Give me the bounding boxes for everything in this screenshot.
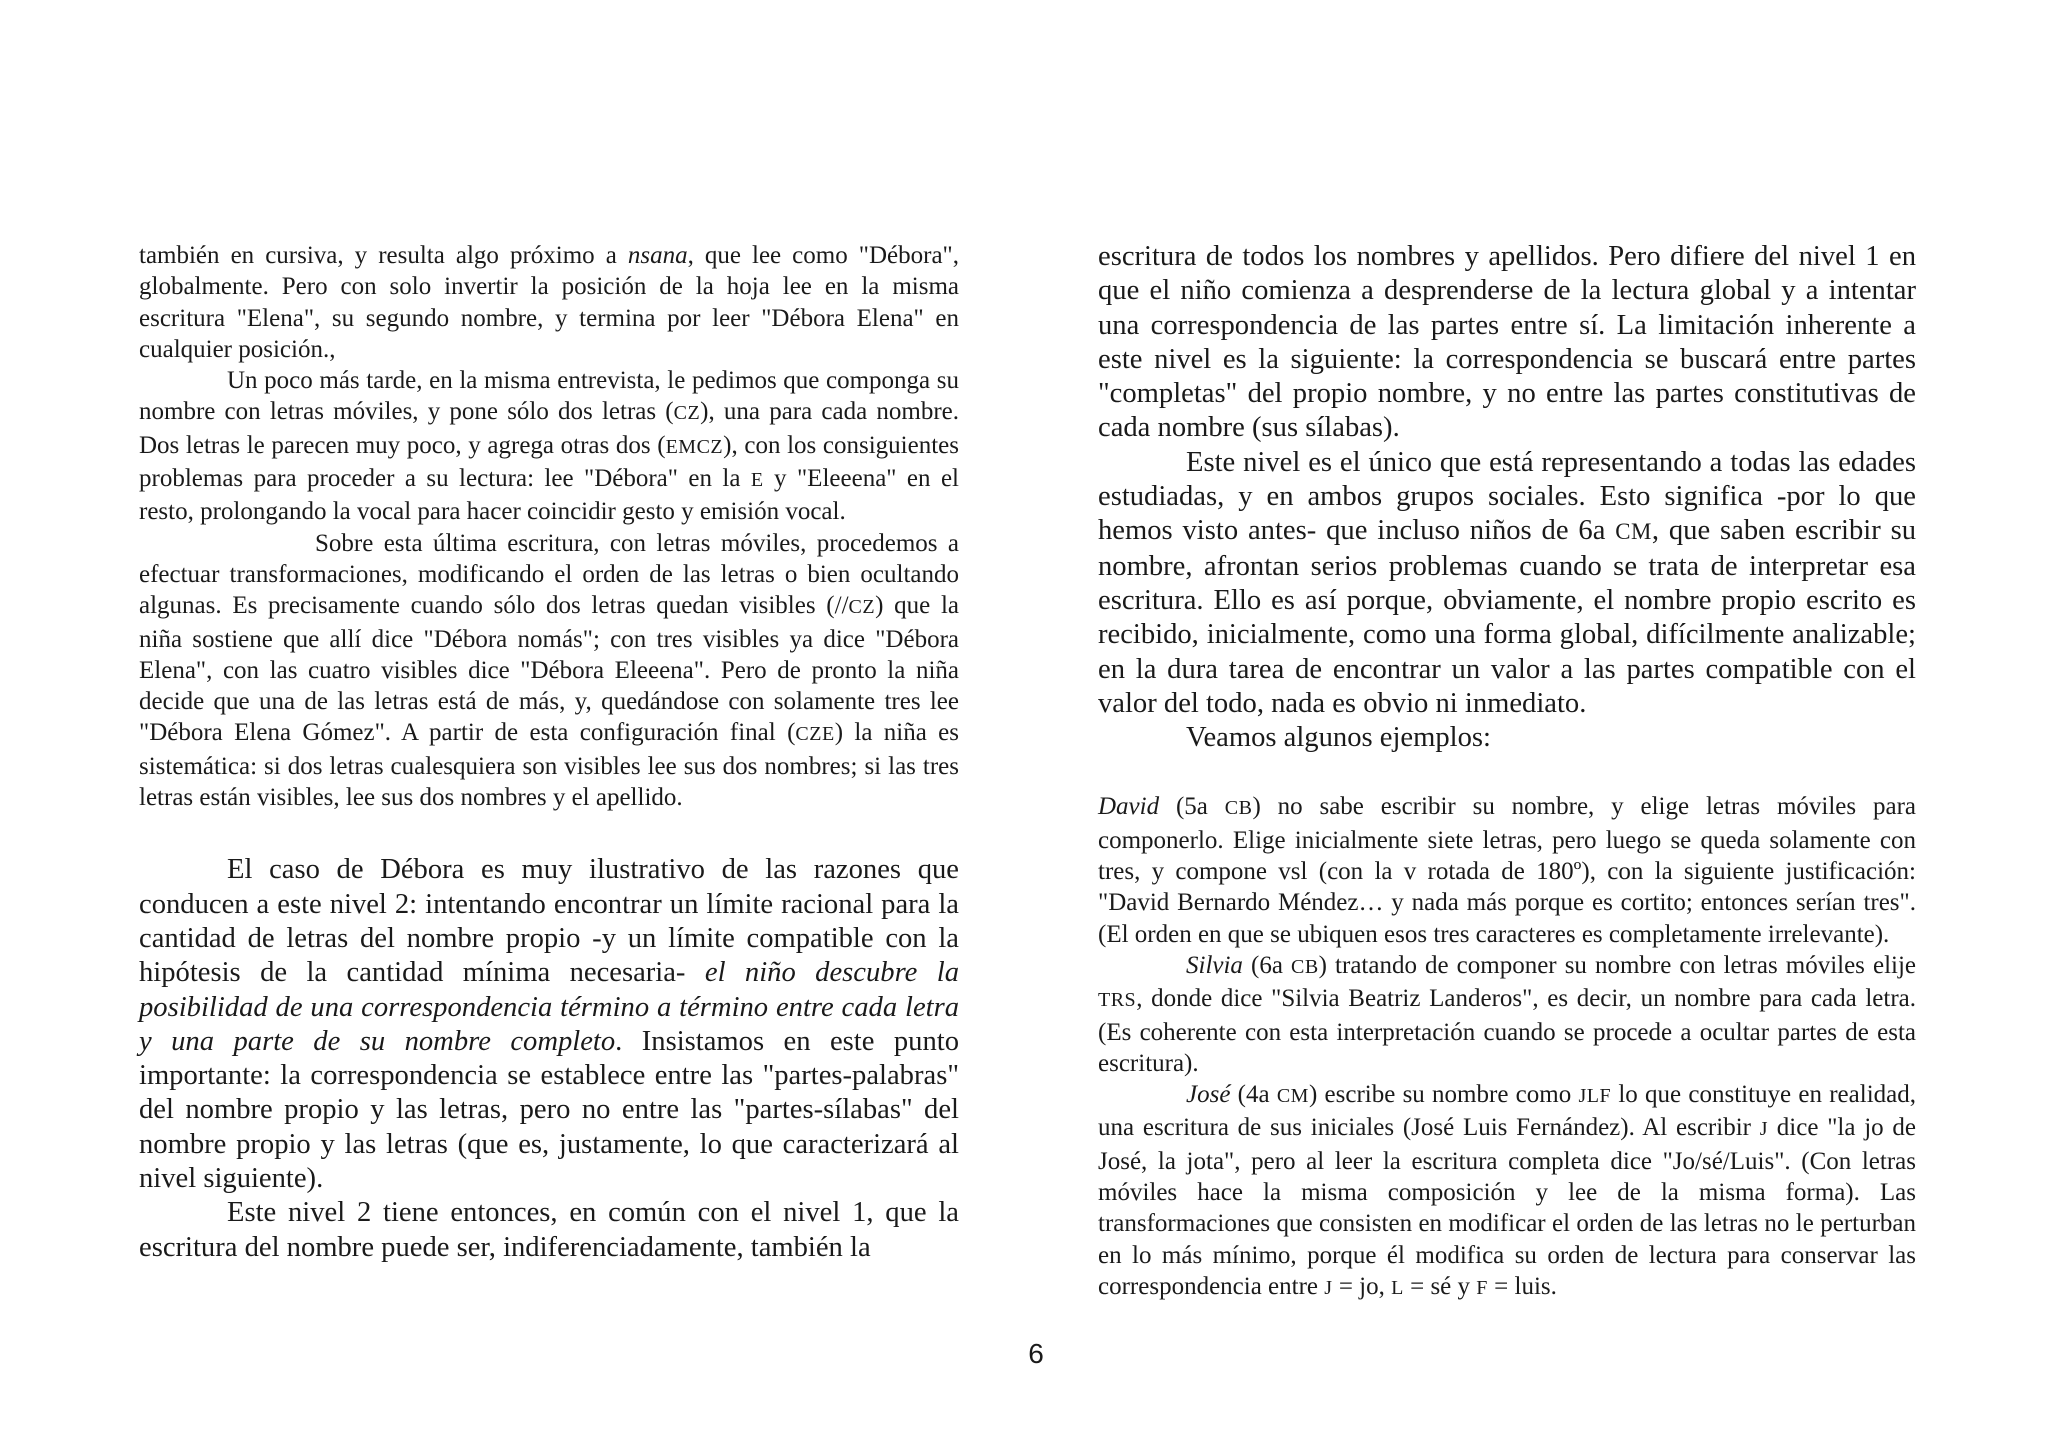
paragraph: Veamos algunos ejemplos: <box>1186 722 1491 754</box>
paragraph: escritura de todos los nombres y apellidos. Pero difiere del nivel 1 en que el niño comienza a desprenderse de la lectura global y a intentar una correspondencia de las partes entre sí. La limitación inherente a este nivel es la siguiente: la correspondencia se buscará entre partes "completas" del propio nombre, y no entre las partes constitutivas de cada nombre (sus sílabas). <box>1098 241 1916 444</box>
paragraph: Un poco más tarde, en la misma entrevista, le pedimos que componga su nombre con letras móviles, y pone sólo dos letras (CZ), una para cada nombre. Dos letras le parecen muy poco, y agrega otras dos (EMCZ), con los consiguientes problemas para proceder a su lectura: lee "Débora" en la E y "Eleeena" en el resto, prolongando la vocal para hacer coincidir gesto y emisión vocal. <box>139 367 959 526</box>
paragraph: El caso de Débora es muy ilustrativo de las razones que conducen a este nivel 2: intentando encontrar un límite racional para la cantidad de letras del nombre propio -y un límite compatible con la hipótesis de la cantidad mínima necesaria- el niño descubre la posibilidad de una correspondencia término a término entre cada letra y una parte de su nombre completo. Insistamos en este punto importante: la correspondencia se establece entre las "partes-palabras" del nombre propio y las letras, pero no entre las "partes-sílabas" del nombre propio y las letras (que es, justamente, lo que caracterizará al nivel siguiente). <box>139 854 959 1195</box>
right-column <box>1098 240 1916 1304</box>
left-column <box>139 240 959 1265</box>
paragraph: David (5a CB) no sabe escribir su nombre, y elige letras móviles para componerlo. Elige inicialmente siete letras, pero luego se queda solamente con tres, y compone vsl (con la v rotada de 180º), con la siguiente justificación: "David Bernardo Méndez… y nada más porque es cortito; entonces serían tres". (El orden en que se ubiquen esos tres caracteres es completamente irrelevante). <box>1098 793 1916 948</box>
paragraph: Este nivel es el único que está representando a todas las edades estudiadas, y en ambos grupos sociales. Esto significa -por lo que hemos visto antes- que incluso niños de 6a CM, que saben escribir su nombre, afrontan serios problemas cuando se trata de interpretar esa escritura. Ello es así porque, obviamente, el nombre propio escrito es recibido, inicialmente, como una forma global, difícilmente analizable; en la dura tarea de encontrar un valor a las partes compatible con el valor del todo, nada es obvio ni inmediato. <box>1098 446 1917 719</box>
paragraph: Sobre esta última escritura, con letras móviles, procedemos a efectuar transformaciones, modificando el orden de las letras o bien ocultando algunas. Es precisamente cuando sólo dos letras quedan visibles (//CZ) que la niña sostiene que allí dice "Débora nomás"; con tres visibles ya dice "Débora Elena", con las cuatro visibles dice "Débora Eleeena". Pero de pronto la niña decide que una de las letras está de más, y, quedándose con solamente tres lee "Débora Elena Gómez". A partir de esta configuración final (CZE) la niña es sistemática: si dos letras cualesquiera son visibles lee sus dos nombres; si las tres letras están visibles, lee sus dos nombres y el apellido. <box>139 529 960 812</box>
paragraph: también en cursiva, y resulta algo próximo a nsana, que lee como "Débora", globalmente. Pero con solo invertir la posición de la hoja lee en la misma escritura "Elena", su segundo nombre, y termina por leer "Débora Elena" en cualquier posición., <box>139 242 959 363</box>
paragraph: Silvia (6a CB) tratando de componer su nombre con letras móviles elije TRS, donde dice "Silvia Beatriz Landeros", es decir, un nombre para cada letra. (Es coherente con esta interpretación cuando se procede a ocultar partes de esta escritura). <box>1098 951 1917 1077</box>
paragraph: José (4a CM) escribe su nombre como JLF lo que constituye en realidad, una escritura de sus iniciales (José Luis Fernández). Al escribir J dice "la jo de José, la jota", pero al leer la escritura completa dice "Jo/sé/Luis". (Con letras móviles hace la misma composición y lee de la misma forma). Las transformaciones que consisten en modificar el orden de las letras no le perturban en lo más mínimo, porque él modifica su orden de lectura para conservar las correspondencia entre J = jo, L = sé y F = luis. <box>1098 1081 1917 1300</box>
paragraph: Este nivel 2 tiene entonces, en común con el nivel 1, que la escritura del nombre puede ser, indiferenciadamente, también la <box>139 1197 959 1263</box>
page-number: 6 <box>1028 1338 1044 1369</box>
